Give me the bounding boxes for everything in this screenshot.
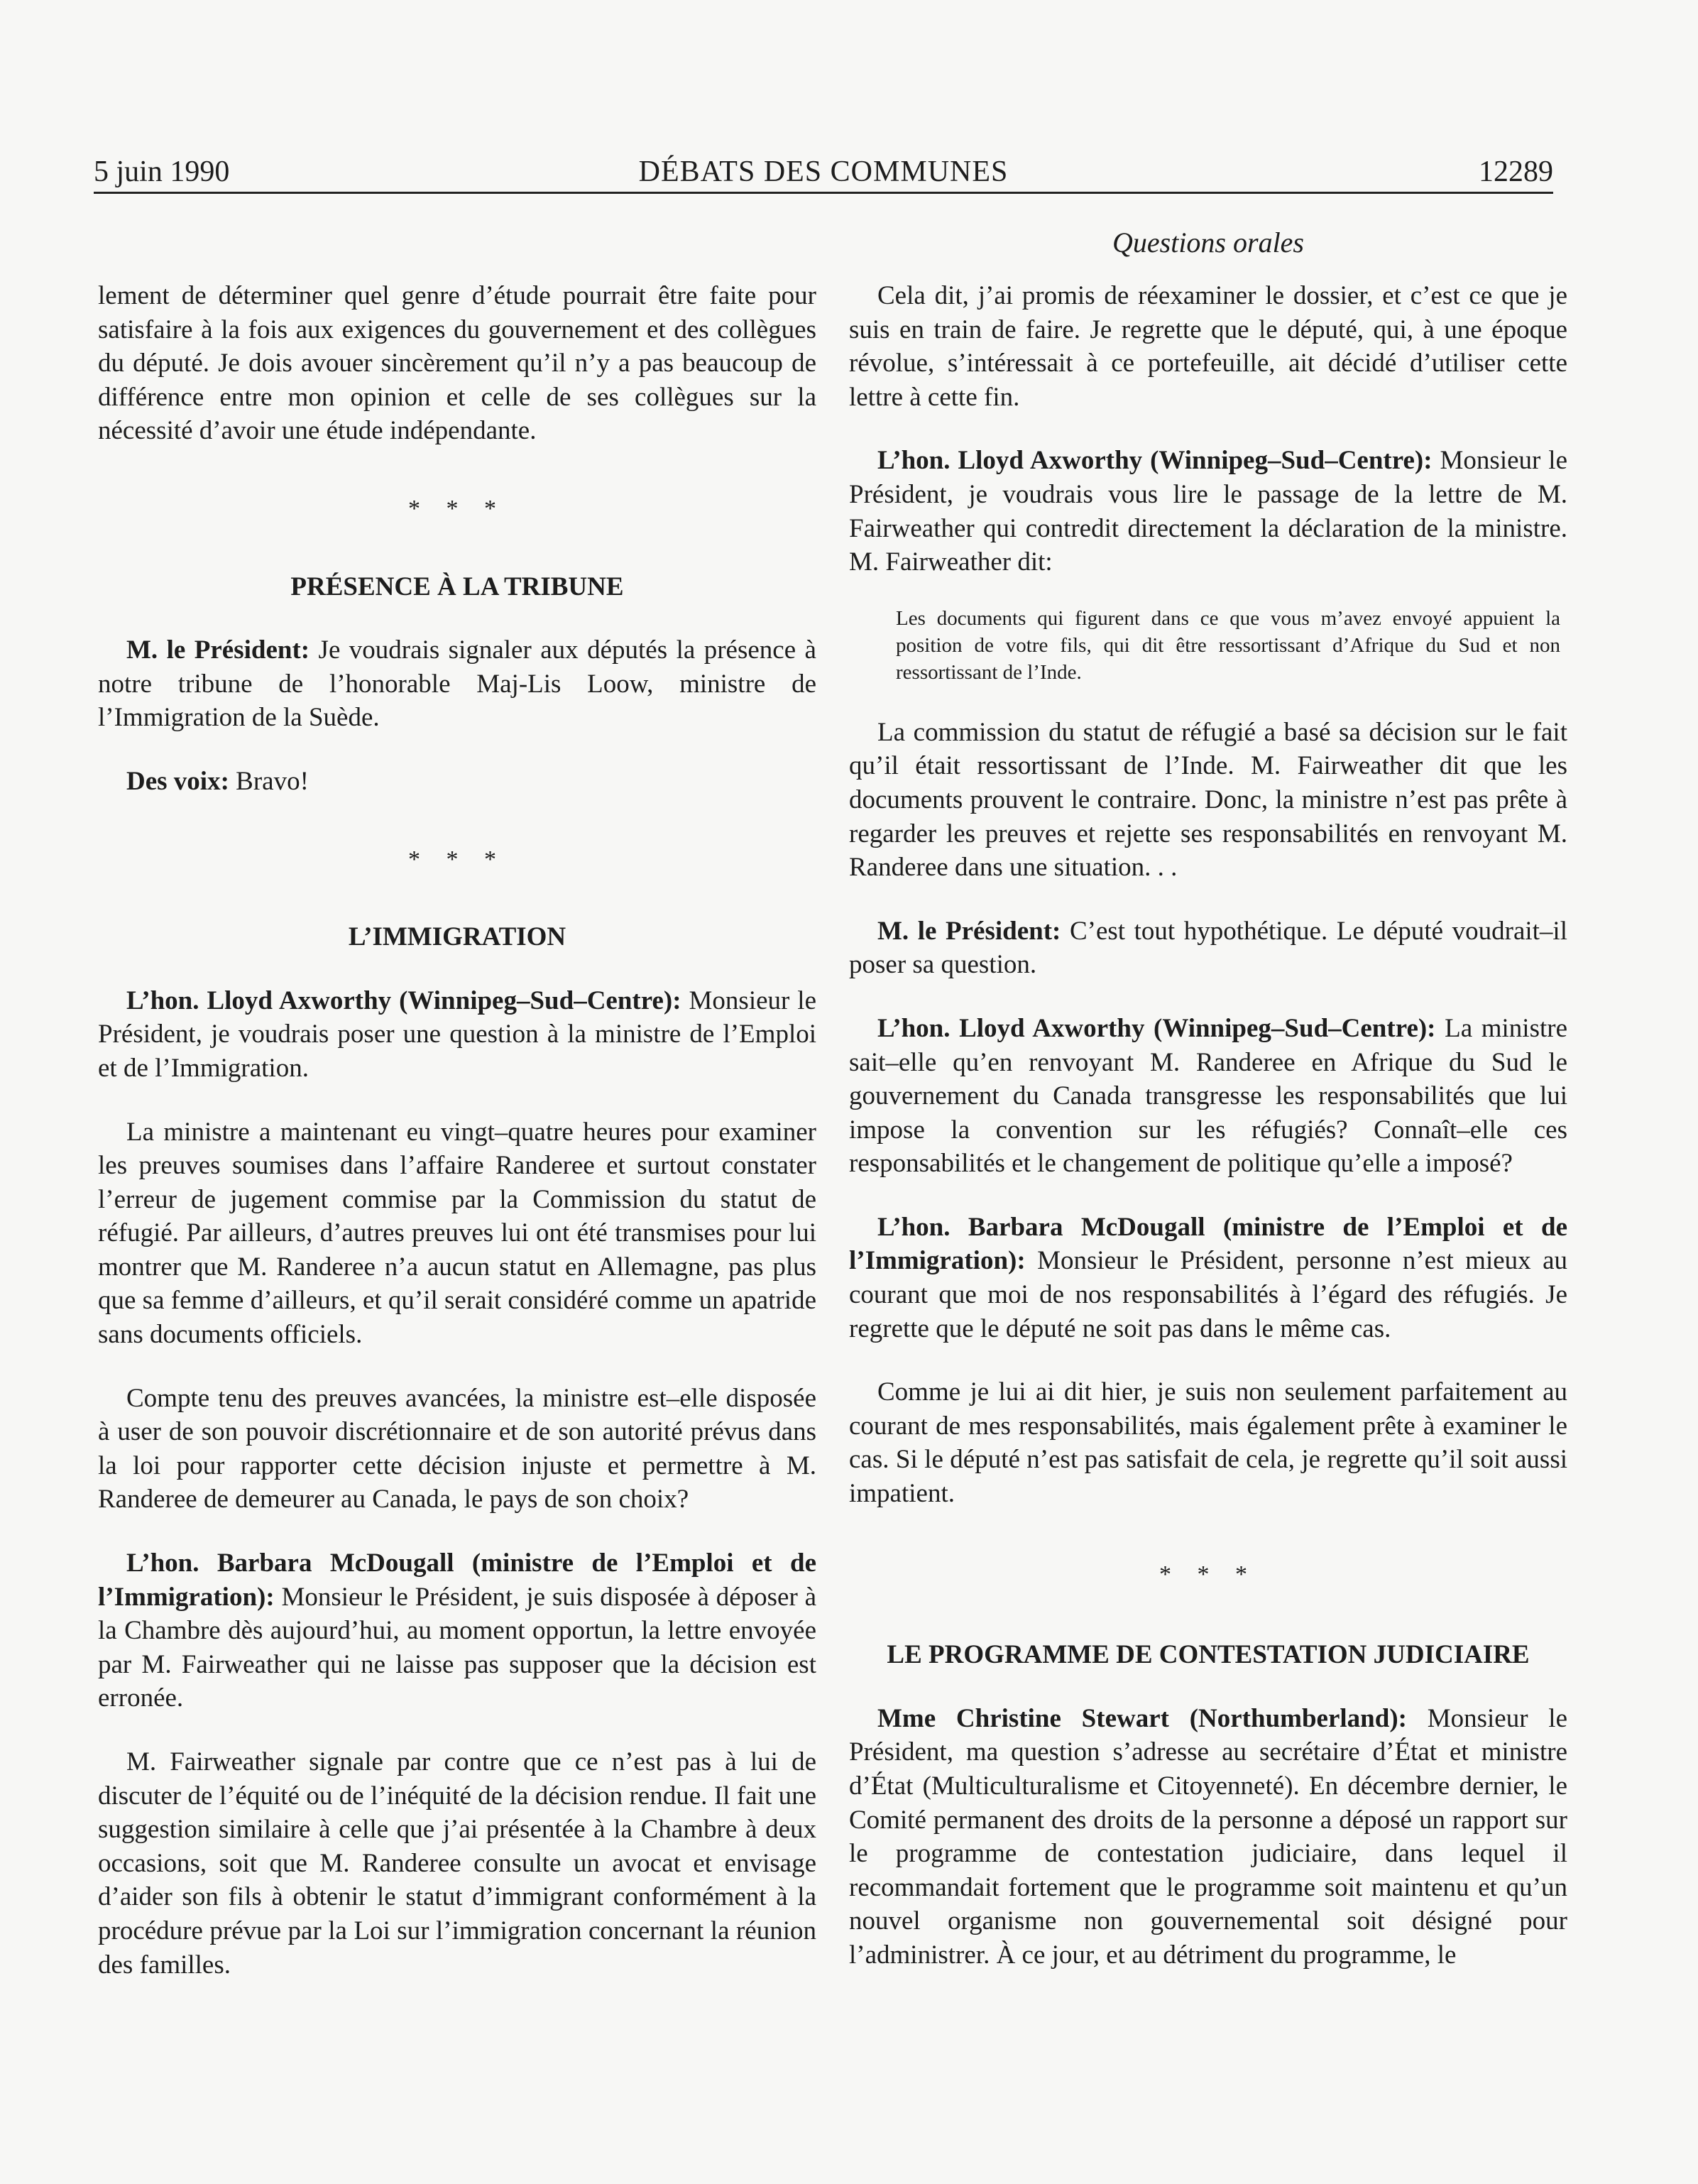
- speaker-name: Mme Christine Stewart (Northumberland):: [877, 1703, 1407, 1733]
- speech-paragraph: [849, 444, 1567, 579]
- page-number: 12289: [1479, 155, 1553, 188]
- speech-text: Monsieur le Président, ma question s’adresse au secrétaire d’État et ministre d’État (Multiculturalisme et Citoyenneté). En décembre dernier, le Comité permanent des droits de la personne a déposé un rapport sur le programme de contestation judiciaire, dans lequel il recommandait fortement que le programme soit maintenu et qu’un nouvel organisme non gouvernemental soit désigné pour l’administrer. À ce jour, et au détriment du programme, le: [849, 1703, 1567, 1970]
- speech-paragraph: [849, 1012, 1567, 1181]
- speech-text: Je voudrais signaler aux députés la présence à notre tribune de l’honorable Maj-Lis Loow, ministre de l’Immigration de la Suède.: [98, 635, 816, 733]
- paragraph: Comme je lui ai dit hier, je suis non seulement parfaitement au courant de mes responsabilités, mais également prête à examiner le cas. Si le député n’est pas satisfait de cela, je regrette qu’il soit aussi impatient.: [849, 1377, 1567, 1509]
- speech-paragraph: [98, 765, 816, 799]
- section-heading: L’IMMIGRATION: [348, 922, 566, 952]
- speech-paragraph: [98, 984, 816, 1086]
- section-separator: * * *: [408, 495, 506, 522]
- speech-text: Monsieur le Président, personne n’est mieux au courant que moi de nos responsabilités à l’égard des réfugiés. Je regrette que le député ne soit pas dans le même cas.: [849, 1246, 1567, 1343]
- section-label: Questions orales: [1112, 226, 1304, 258]
- header-title: DÉBATS DES COMMUNES: [638, 155, 1009, 188]
- section-separator: * * *: [408, 846, 506, 873]
- paragraph: La ministre a maintenant eu vingt–quatre heures pour examiner les preuves soumises dans l’affaire Randeree et surtout constater l’erreur de jugement commise par la Commission du statut de réfugié. Par ailleurs, d’autres preuves lui ont été transmises pour lui montrer que M. Randeree n’a aucun statut en Allemagne, pas plus que sa femme d’ailleurs, et qu’il serait considéré comme un apatride sans documents officiels.: [98, 1117, 816, 1350]
- speaker-name: L’hon. Lloyd Axworthy (Winnipeg–Sud–Centre):: [126, 985, 681, 1015]
- page-header: [94, 152, 1553, 194]
- paragraph: La commission du statut de réfugié a basé sa décision sur le fait qu’il était ressortissant de l’Inde. M. Fairweather dit que les documents prouvent le contraire. Donc, la ministre n’est pas prête à regarder les preuves et rejette ses responsabilités en renvoyant M. Randeree dans une situation. . .: [849, 717, 1567, 883]
- speech-text: Bravo!: [229, 766, 309, 796]
- speech-paragraph: [98, 633, 816, 735]
- speaker-name: L’hon. Lloyd Axworthy (Winnipeg–Sud–Centre):: [877, 446, 1433, 476]
- speech-text: Monsieur le Président, je voudrais poser une question à la ministre de l’Emploi et de l’Immigration.: [98, 985, 816, 1083]
- speaker-name: M. le Président:: [877, 916, 1061, 946]
- speaker-name: L’hon. Barbara McDougall (ministre de l’Emploi et de l’Immigration):: [98, 1549, 816, 1612]
- speaker-name: L’hon. Lloyd Axworthy (Winnipeg–Sud–Centre):: [877, 1013, 1436, 1043]
- paragraph: lement de déterminer quel genre d’étude pourrait être faite pour satisfaire à la fois aux exigences du gouvernement et des collègues du député. Je dois avouer sincèrement qu’il n’y a pas beaucoup de différence entre mon opinion et celle de ses collègues sur la nécessité d’avoir une étude indépendante.: [98, 281, 816, 446]
- speech-paragraph: [849, 914, 1567, 982]
- speech-paragraph: [98, 1546, 816, 1715]
- speaker-name: M. le Président:: [126, 635, 310, 665]
- right-column: [849, 279, 1567, 1972]
- section-separator: * * *: [1159, 1561, 1257, 1588]
- section-heading: LE PROGRAMME DE CONTESTATION JUDICIAIRE: [887, 1640, 1530, 1670]
- section-heading: PRÉSENCE À LA TRIBUNE: [290, 572, 624, 601]
- left-column: [98, 279, 816, 1982]
- speech-text: C’est tout hypothétique. Le député voudrait–il poser sa question.: [849, 916, 1567, 980]
- speaker-name: Des voix:: [126, 766, 229, 796]
- paragraph: M. Fairweather signale par contre que ce n’est pas à lui de discuter de l’équité ou de l’inéquité de la décision rendue. Il fait une suggestion similaire à celle que j’ai présentée à la Chambre à deux occasions, soit que M. Randeree consulte un avocat et envisage d’aider son fils à obtenir le statut d’immigrant conformément à la procédure prévue par la Loi sur l’immigration concernant la réunion des familles.: [98, 1747, 816, 1980]
- header-date: 5 juin 1990: [94, 155, 230, 188]
- quoted-letter: Les documents qui figurent dans ce que vous m’avez envoyé appuient la position de votre fils, qui dit être ressortissant d’Afrique du Sud et non ressortissant de l’Inde.: [896, 606, 1560, 684]
- speech-paragraph: [849, 1702, 1567, 1972]
- speech-text: La ministre sait–elle qu’en renvoyant M. Randeree en Afrique du Sud le gouvernement du Canada transgresse les responsabilités que lui impose la convention sur les réfugiés? Connaît–elle ces responsabilités et le changement de politique qu’elle a imposé?: [849, 1013, 1567, 1179]
- speech-text: Monsieur le Président, je voudrais vous lire le passage de la lettre de M. Fairweather qui contredit directement la déclaration de la ministre. M. Fairweather dit:: [849, 446, 1567, 577]
- speaker-name: L’hon. Barbara McDougall (ministre de l’Emploi et de l’Immigration):: [849, 1212, 1567, 1276]
- speech-paragraph: [849, 1211, 1567, 1345]
- speech-text: Monsieur le Président, je suis disposée à déposer à la Chambre dès aujourd’hui, au moment opportun, la lettre envoyée par M. Fairweather qui ne laisse pas supposer que la décision est erronée.: [98, 1582, 816, 1713]
- paragraph: Cela dit, j’ai promis de réexaminer le dossier, et c’est ce que je suis en train de faire. Je regrette que le député, qui, à une époque révolue, s’intéressait à ce portefeuille, ait décidé d’utiliser cette lettre à cette fin.: [849, 281, 1567, 412]
- paragraph: Compte tenu des preuves avancées, la ministre est–elle disposée à user de son pouvoir discrétionnaire et de son autorité prévus dans la loi pour rapporter cette décision injuste et permettre à M. Randeree de demeurer au Canada, le pays de son choix?: [98, 1383, 816, 1514]
